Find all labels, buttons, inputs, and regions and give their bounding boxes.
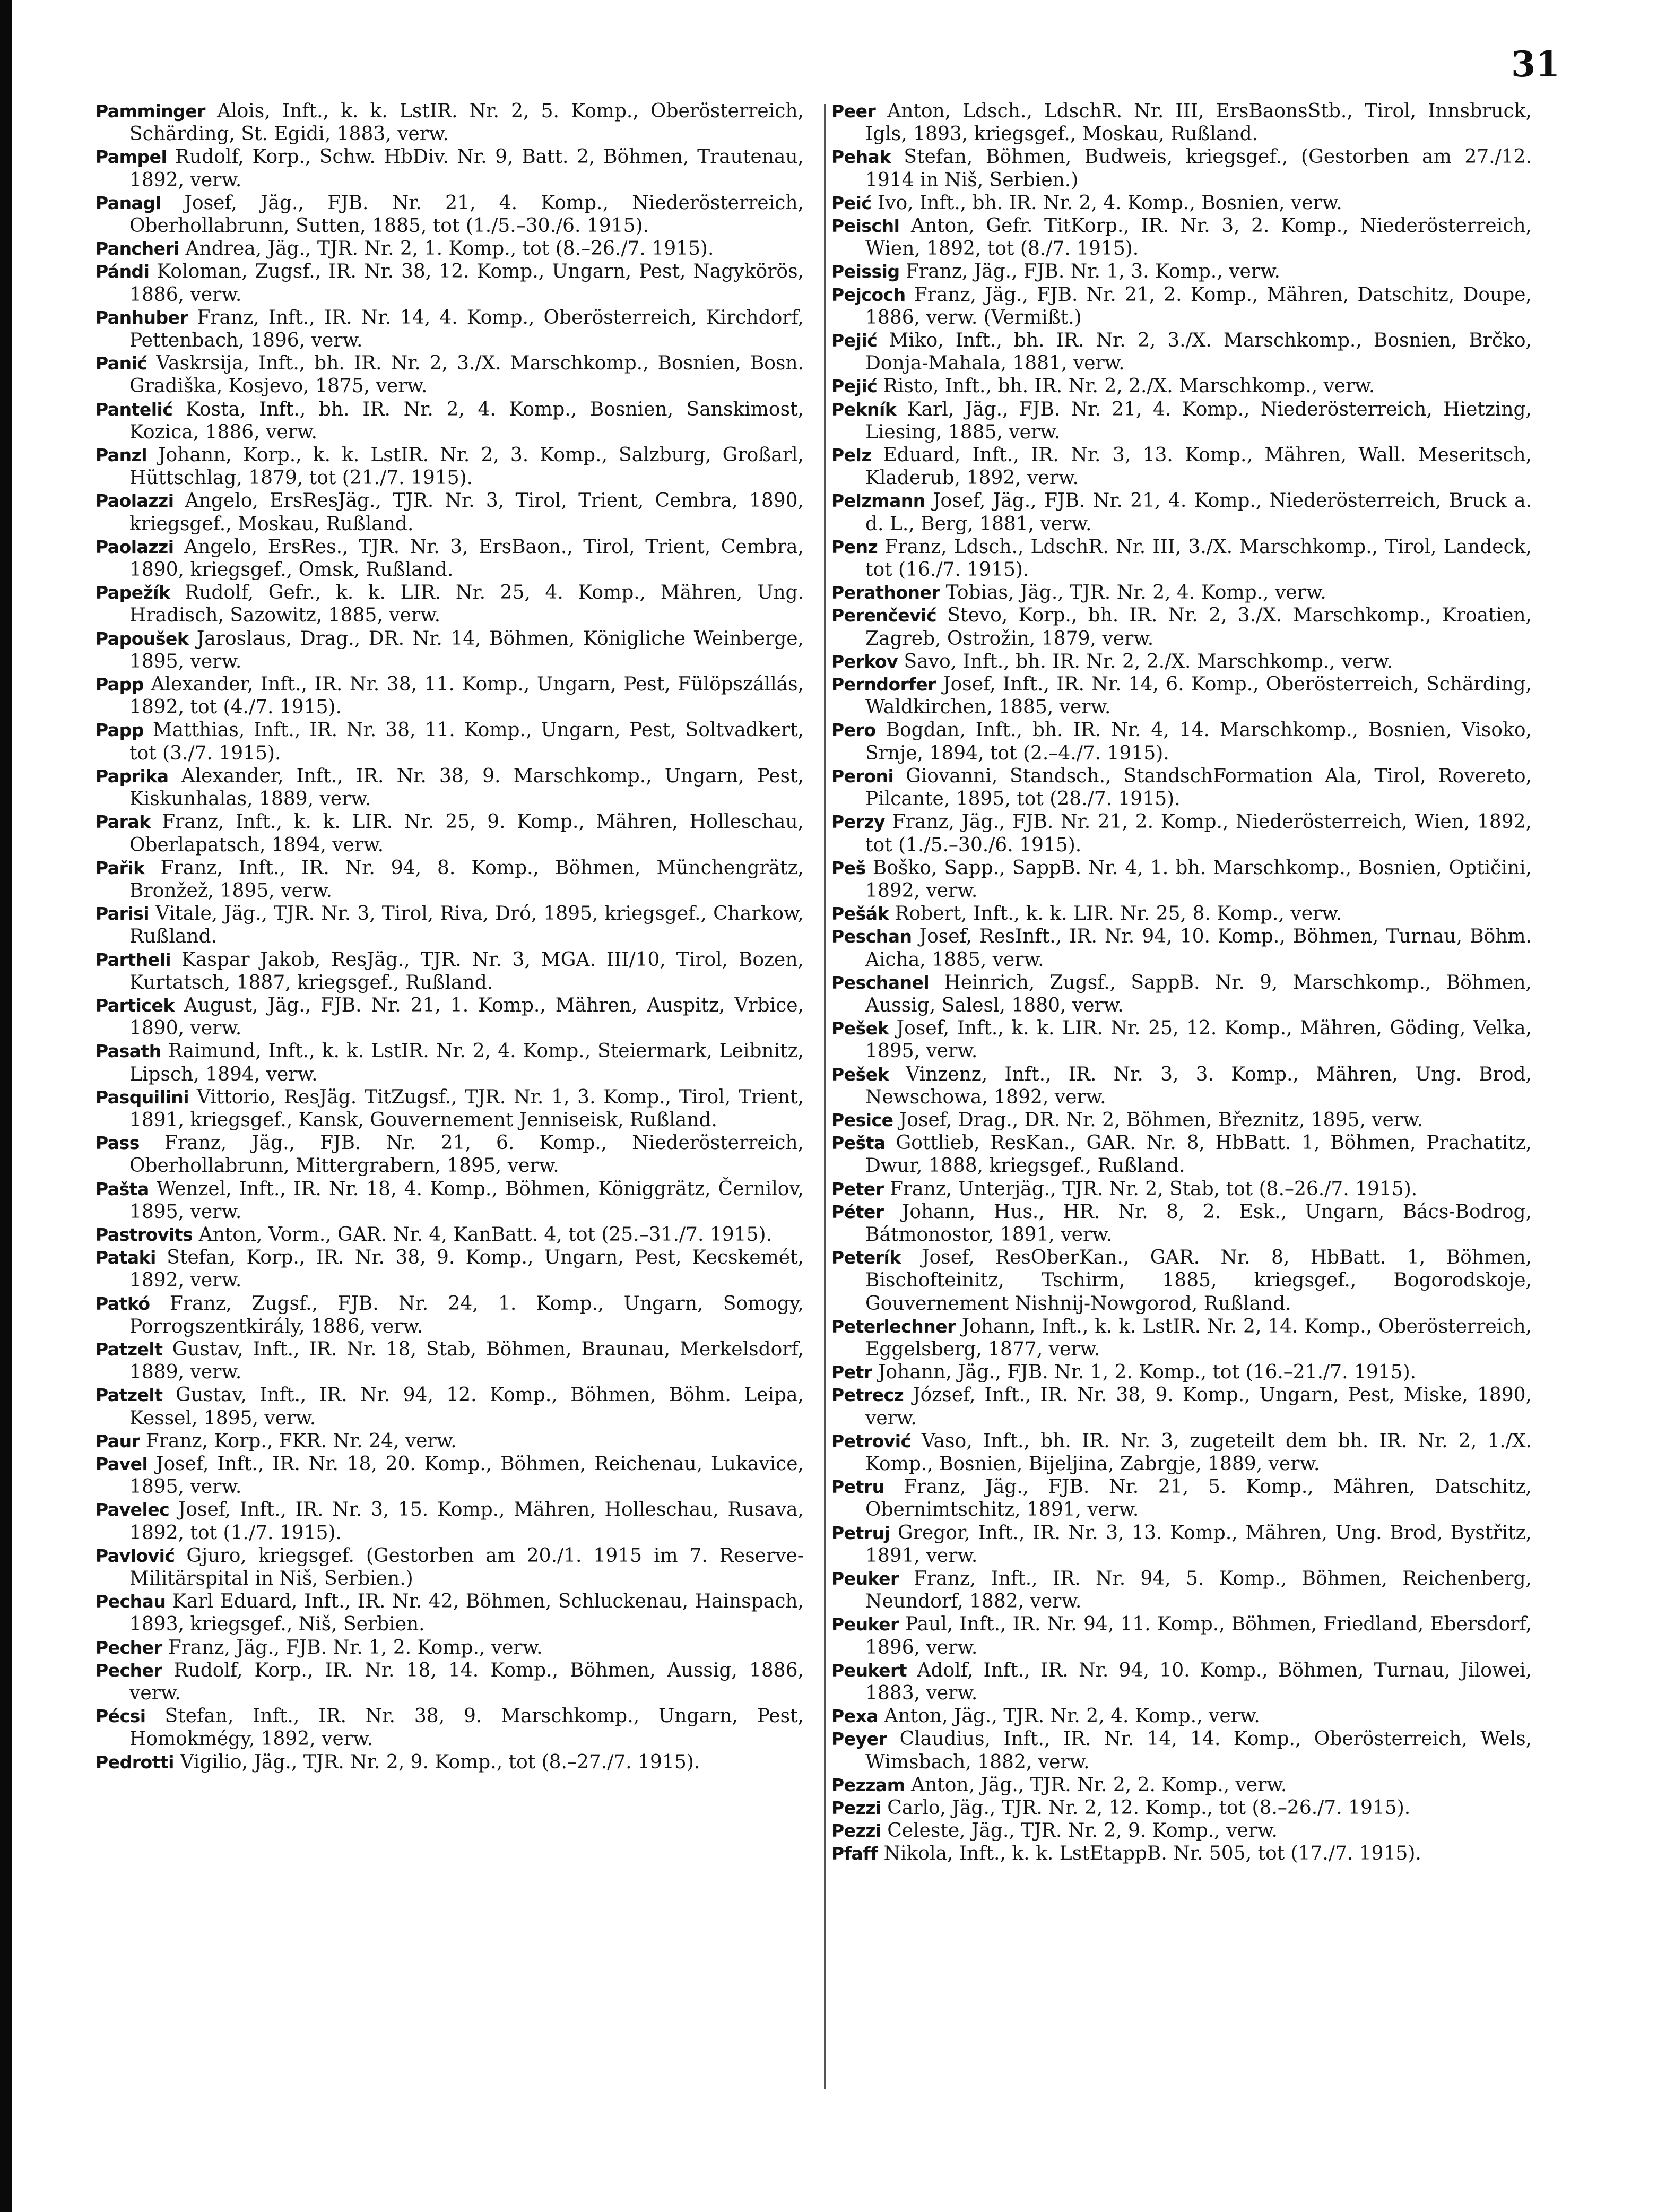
entry-surname: Petr [831,1362,872,1383]
list-entry [96,1544,804,1590]
list-entry [96,1131,804,1177]
entry-surname: Pataki [96,1247,156,1268]
entry-surname: Petrović [831,1430,911,1451]
entry-details: Johann, Korp., k. k. LstIR. Nr. 2, 3. Komp., Salzburg, Großarl, Hüttschlag, 1879, tot (21./7. 1915). [129,444,804,489]
entry-surname: Peer [831,101,876,122]
entry-surname: Peter [831,1178,884,1199]
list-entry [96,306,804,352]
entry-surname: Peukert [831,1660,907,1681]
entry-details: Franz, Jäg., FJB. Nr. 21, 6. Komp., Niederösterreich, Oberhollabrunn, Mittergrabern, 1895, verw. [129,1132,804,1177]
list-entry [831,1200,1532,1246]
entry-surname: Partheli [96,949,171,970]
list-entry [96,1659,804,1705]
entry-details: Raimund, Inft., k. k. LstIR. Nr. 2, 4. Komp., Steiermark, Leibnitz, Lipsch, 1894, verw. [129,1040,804,1085]
entry-details: Ivo, Inft., bh. IR. Nr. 2, 4. Komp., Bosnien, verw. [871,192,1342,214]
list-entry [96,1453,804,1498]
entry-details: Andrea, Jäg., TJR. Nr. 2, 1. Komp., tot (8.–26./7. 1915). [179,238,714,260]
entry-details: Savo, Inft., bh. IR. Nr. 2, 2./X. Marschkomp., verw. [898,650,1393,672]
entry-details: Nikola, Inft., k. k. LstEtappB. Nr. 505, tot (17./7. 1915). [878,1843,1421,1865]
list-entry [96,719,804,764]
entry-details: Rudolf, Korp., Schw. HbDiv. Nr. 9, Batt. 2, Böhmen, Trautenau, 1892, verw. [129,146,804,191]
list-entry [831,375,1532,398]
entry-details: Vigilio, Jäg., TJR. Nr. 2, 9. Komp., tot (8.–27./7. 1915). [174,1751,700,1773]
entry-surname: Pampel [96,146,167,168]
entry-surname: Petrecz [831,1385,904,1406]
entry-surname: Pekník [831,399,897,420]
entry-details: Stefan, Böhmen, Budweis, kriegsgef., (Gestorben am 27./12. 1914 in Niš, Serbien.) [865,146,1532,191]
entry-details: Wenzel, Inft., IR. Nr. 18, 4. Komp., Böhmen, Königgrätz, Černilov, 1895, verw. [129,1178,804,1223]
list-entry [831,535,1532,581]
list-entry [96,1751,804,1774]
entry-surname: Pešák [831,903,889,924]
list-entry [831,1819,1532,1842]
list-entry [96,1178,804,1223]
entry-details: Boško, Sapp., SappB. Nr. 4, 1. bh. Marschkomp., Bosnien, Optičini, 1892, verw. [865,857,1532,902]
entry-surname: Paur [96,1430,140,1451]
list-entry [96,857,804,902]
entry-details: Gjuro, kriegsgef. (Gestorben am 20./1. 1915 im 7. Reserve-Militärspital in Niš, Serbien.) [129,1544,804,1589]
list-entry [831,719,1532,764]
list-entry [96,1086,804,1131]
entry-details: Anton, Ldsch., LdschR. Nr. III, ErsBaonsStb., Tirol, Innsbruck, Igls, 1893, kriegsgef., Moskau, Rußland. [865,100,1532,145]
entry-surname: Pavel [96,1453,148,1474]
list-entry [831,1522,1532,1567]
entry-details: Karl, Jäg., FJB. Nr. 21, 4. Komp., Niederösterreich, Hietzing, Liesing, 1885, verw. [865,398,1532,443]
entry-surname: Pelz [831,445,872,466]
list-entry [96,145,804,191]
right-column [831,100,1532,1865]
entry-details: Franz, Ldsch., LdschR. Nr. III, 3./X. Marschkomp., Tirol, Landeck, tot (16./7. 1915). [865,535,1532,581]
entry-details: Franz, Inft., IR. Nr. 94, 5. Komp., Böhmen, Reichenberg, Neundorf, 1882, verw. [865,1568,1532,1613]
list-entry [96,192,804,237]
entry-surname: Peić [831,192,872,213]
entry-surname: Péter [831,1201,884,1222]
entry-details: Claudius, Inft., IR. Nr. 14, 14. Komp., Oberösterreich, Wels, Wimsbach, 1882, verw. [865,1728,1532,1773]
list-entry [96,765,804,810]
entry-details: Kaspar Jakob, ResJäg., TJR. Nr. 3, MGA. III/10, Tirol, Bozen, Kurtatsch, 1887, kriegsgef., Rußland. [129,948,804,993]
entry-details: Matthias, Inft., IR. Nr. 38, 11. Komp., Ungarn, Pest, Soltvadkert, tot (3./7. 1915). [129,719,804,764]
list-entry [831,1131,1532,1177]
entry-surname: Perathoner [831,582,940,603]
list-entry [831,1659,1532,1705]
entry-surname: Pastrovits [96,1224,193,1245]
list-entry [831,1475,1532,1521]
entry-details: Gustav, Inft., IR. Nr. 18, Stab, Böhmen, Braunau, Merkelsdorf, 1889, verw. [129,1338,804,1384]
entry-details: Koloman, Zugsf., IR. Nr. 38, 12. Komp., Ungarn, Pest, Nagykörös, 1886, verw. [129,261,804,306]
entry-surname: Pejić [831,376,878,397]
entry-surname: Particek [96,995,175,1016]
entry-details: Stefan, Inft., IR. Nr. 38, 9. Marschkomp., Ungarn, Pest, Homokmégy, 1892, verw. [129,1705,804,1750]
entry-surname: Panagl [96,192,161,213]
entry-surname: Paolazzi [96,490,174,512]
list-entry [831,145,1532,191]
entry-surname: Pantelić [96,399,173,420]
list-entry [96,1636,804,1659]
entry-surname: Pašta [96,1178,149,1199]
entry-details: Gregor, Inft., IR. Nr. 3, 13. Komp., Mähren, Ung. Brod, Bystřitz, 1891, verw. [865,1522,1532,1567]
entry-details: Franz, Korp., FKR. Nr. 24, verw. [140,1430,457,1452]
entry-surname: Pezzi [831,1798,881,1819]
entry-details: Vaskrsija, Inft., bh. IR. Nr. 2, 3./X. Marschkomp., Bosnien, Bosn. Gradiška, Kosjevo, 1875, verw. [129,352,804,398]
entry-details: Carlo, Jäg., TJR. Nr. 2, 12. Komp., tot (8.–26./7. 1915). [881,1797,1411,1819]
list-entry [831,100,1532,145]
list-entry [831,810,1532,856]
entry-surname: Peschanel [831,972,930,993]
list-entry [96,948,804,994]
entry-details: Vittorio, ResJäg. TitZugsf., TJR. Nr. 1, 3. Komp., Tirol, Trient, 1891, kriegsgef., Kansk, Gouvernement Jenniseisk, Rußland. [129,1086,804,1131]
list-entry [831,1178,1532,1200]
list-entry [96,673,804,719]
entry-surname: Pexa [831,1706,879,1727]
entry-surname: Pecher [96,1637,162,1658]
list-entry [96,1292,804,1338]
page-number: 31 [1511,44,1560,85]
entry-details: Kosta, Inft., bh. IR. Nr. 2, 4. Komp., Bosnien, Sanskimost, Kozica, 1886, verw. [129,398,804,443]
entry-surname: Paolazzi [96,536,174,557]
list-entry [831,1613,1532,1658]
list-entry [831,1384,1532,1429]
entry-details: Franz, Jäg., FJB. Nr. 1, 3. Komp., verw. [899,261,1280,283]
entry-details: Bogdan, Inft., bh. IR. Nr. 4, 14. Marschkomp., Bosnien, Visoko, Srnje, 1894, tot (2.–4./7. 1915). [865,719,1532,764]
entry-details: Adolf, Inft., IR. Nr. 94, 10. Komp., Böhmen, Turnau, Jilowei, 1883, verw. [865,1659,1532,1705]
list-entry [831,1109,1532,1131]
entry-surname: Perndorfer [831,674,936,695]
entry-surname: Pešek [831,1064,889,1085]
entry-details: Miko, Inft., bh. IR. Nr. 2, 3./X. Marschkomp., Bosnien, Brčko, Donja-Mahala, 1881, verw. [865,330,1532,375]
list-entry [831,192,1532,214]
entry-details: Josef, ResInft., IR. Nr. 94, 10. Komp., Böhmen, Turnau, Böhm. Aicha, 1885, verw. [865,926,1532,971]
entry-surname: Peuker [831,1614,899,1635]
entry-surname: Pavelec [96,1499,170,1520]
list-entry [96,237,804,260]
entry-details: Anton, Jäg., TJR. Nr. 2, 2. Komp., verw. [905,1774,1287,1796]
list-entry [96,1498,804,1544]
entry-details: Vaso, Inft., bh. IR. Nr. 3, zugeteilt dem bh. IR. Nr. 2, 1./X. Komp., Bosnien, Bijeljina, Zabrgje, 1889, verw. [865,1430,1532,1475]
list-entry [831,1246,1532,1315]
list-entry [96,1223,804,1246]
list-entry [831,673,1532,719]
list-entry [831,444,1532,489]
entry-surname: Papežík [96,582,170,603]
entry-details: Giovanni, Standsch., StandschFormation Ala, Tirol, Rovereto, Pilcante, 1895, tot (28./7. 1915). [865,765,1532,810]
list-entry [96,810,804,856]
entry-details: Gustav, Inft., IR. Nr. 94, 12. Komp., Böhmen, Böhm. Leipa, Kessel, 1895, verw. [129,1384,804,1429]
entry-surname: Pamminger [96,101,205,122]
list-entry [96,444,804,489]
entry-surname: Peroni [831,765,894,787]
list-entry [831,214,1532,260]
list-entry [831,1796,1532,1819]
column-divider [824,104,826,2089]
list-entry [831,1063,1532,1109]
list-entry [831,971,1532,1017]
list-entry [831,650,1532,673]
entry-details: August, Jäg., FJB. Nr. 21, 1. Komp., Mähren, Auspitz, Vrbice, 1890, verw. [129,994,804,1040]
entry-details: Stevo, Korp., bh. IR. Nr. 2, 3./X. Marschkomp., Kroatien, Zagreb, Ostrožin, 1879, verw. [865,604,1532,650]
entry-surname: Papp [96,720,144,741]
list-entry [96,994,804,1040]
entry-surname: Petruj [831,1522,890,1543]
entry-details: Heinrich, Zugsf., SappB. Nr. 9, Marschkomp., Böhmen, Aussig, Salesl, 1880, verw. [865,971,1532,1016]
entry-surname: Parak [96,811,151,833]
entry-surname: Peschan [831,926,912,947]
entry-surname: Pedrotti [96,1751,174,1773]
entry-details: Franz, Zugsf., FJB. Nr. 24, 1. Komp., Ungarn, Somogy, Porrogszentkirály, 1886, verw. [129,1292,804,1337]
list-entry [831,925,1532,971]
list-entry [831,857,1532,902]
entry-details: Eduard, Inft., IR. Nr. 3, 13. Komp., Mähren, Wall. Meseritsch, Kladerub, 1892, verw. [865,444,1532,489]
list-entry [96,1246,804,1292]
entry-details: Franz, Jäg., FJB. Nr. 21, 5. Komp., Mähren, Datschitz, Obernimtschitz, 1891, verw. [865,1476,1532,1521]
list-entry [831,489,1532,535]
entry-surname: Pécsi [96,1706,146,1727]
entry-surname: Peyer [831,1729,887,1750]
entry-details: Alois, Inft., k. k. LstIR. Nr. 2, 5. Komp., Oberösterreich, Schärding, St. Egidi, 1883, verw. [129,100,804,145]
list-entry [96,627,804,673]
list-entry [96,581,804,627]
list-entry [831,1017,1532,1062]
entry-details: Karl Eduard, Inft., IR. Nr. 42, Böhmen, Schluckenau, Hainspach, 1893, kriegsgef., Niš, Serbien. [129,1591,804,1636]
list-entry [831,1567,1532,1613]
list-entry [96,1590,804,1636]
entry-details: Alexander, Inft., IR. Nr. 38, 11. Komp., Ungarn, Pest, Fülöpszállás, 1892, tot (4./7. 1915). [129,673,804,719]
entry-surname: Pándi [96,261,150,282]
list-entry [96,352,804,398]
entry-details: Anton, Jäg., TJR. Nr. 2, 4. Komp., verw. [878,1705,1260,1727]
entry-details: Franz, Jäg., FJB. Nr. 21, 2. Komp., Niederösterreich, Wien, 1892, tot (1./5.–30./6. 1915). [865,811,1532,856]
list-entry [831,398,1532,444]
entry-surname: Pezzam [831,1774,905,1795]
left-column [96,100,804,1774]
list-entry [831,1727,1532,1773]
list-entry [831,581,1532,604]
entry-details: Franz, Inft., IR. Nr. 94, 8. Komp., Böhmen, Münchengrätz, Bronžež, 1895, verw. [129,857,804,902]
entry-details: Josef, Inft., k. k. LIR. Nr. 25, 12. Komp., Mähren, Göding, Velka, 1895, verw. [865,1017,1532,1062]
entry-surname: Pešek [831,1018,889,1039]
entry-surname: Pasquilini [96,1086,189,1108]
list-entry [831,902,1532,925]
list-entry [96,1040,804,1085]
entry-details: Johann, Jäg., FJB. Nr. 1, 2. Komp., tot (16.–21./7. 1915). [872,1361,1417,1384]
entry-details: Vitale, Jäg., TJR. Nr. 3, Tirol, Riva, Dró, 1895, kriegsgef., Charkow, Rußland. [129,903,804,948]
entry-surname: Penz [831,536,878,557]
entry-surname: Peuker [831,1568,899,1589]
list-entry [831,604,1532,650]
entry-surname: Pecher [96,1660,162,1681]
entry-details: Jaroslaus, Drag., DR. Nr. 14, Böhmen, Königliche Weinberge, 1895, verw. [129,627,804,672]
list-entry [96,1705,804,1750]
entry-details: Anton, Vorm., GAR. Nr. 4, KanBatt. 4, tot (25.–31./7. 1915). [193,1223,772,1246]
entry-details: Josef, Jäg., FJB. Nr. 21, 4. Komp., Niederösterreich, Bruck a. d. L., Berg, 1881, verw. [865,490,1532,535]
entry-surname: Perzy [831,811,886,833]
entry-surname: Pasath [96,1041,161,1062]
entry-details: Josef, Inft., IR. Nr. 3, 15. Komp., Mähren, Holleschau, Rusava, 1892, tot (1./7. 1915). [129,1499,804,1544]
entry-surname: Patzelt [96,1338,163,1360]
entry-surname: Pejić [831,330,878,351]
list-entry [96,1430,804,1453]
entry-details: Franz, Jäg., FJB. Nr. 1, 2. Komp., verw. [162,1636,543,1658]
list-entry [96,1384,804,1429]
entry-details: Robert, Inft., k. k. LIR. Nr. 25, 8. Komp., verw. [888,903,1342,925]
entry-details: Rudolf, Korp., IR. Nr. 18, 14. Komp., Böhmen, Aussig, 1886, verw. [129,1659,804,1705]
entry-details: Angelo, ErsResJäg., TJR. Nr. 3, Tirol, Trient, Cembra, 1890, kriegsgef., Moskau, Rußland. [129,490,804,535]
entry-details: Franz, Inft., IR. Nr. 14, 4. Komp., Oberösterreich, Kirchdorf, Pettenbach, 1896, verw. [129,306,804,352]
entry-surname: Paprika [96,765,169,787]
list-entry [831,329,1532,375]
entry-surname: Pavlović [96,1545,175,1566]
list-entry [96,535,804,581]
entry-details: Paul, Inft., IR. Nr. 94, 11. Komp., Böhmen, Friedland, Ebersdorf, 1896, verw. [865,1613,1532,1658]
list-entry [831,1705,1532,1727]
entry-details: Franz, Unterjäg., TJR. Nr. 2, Stab, tot (8.–26./7. 1915). [883,1178,1418,1200]
entry-surname: Pechau [96,1591,166,1612]
entry-surname: Peš [831,857,866,878]
entry-surname: Pejcoch [831,284,906,305]
entry-surname: Peischl [831,215,900,237]
entry-details: Franz, Inft., k. k. LIR. Nr. 25, 9. Komp., Mähren, Holleschau, Oberlapatsch, 1894, verw. [129,811,804,856]
list-entry [831,260,1532,283]
list-entry [96,100,804,145]
entry-surname: Pesice [831,1109,893,1130]
entry-surname: Panhuber [96,307,188,328]
entry-details: Johann, Inft., k. k. LstIR. Nr. 2, 14. Komp., Oberösterreich, Eggelsberg, 1877, verw. [865,1315,1532,1360]
list-entry [96,260,804,306]
entry-details: Celeste, Jäg., TJR. Nr. 2, 9. Komp., verw. [881,1820,1278,1842]
entry-details: Vinzenz, Inft., IR. Nr. 3, 3. Komp., Mähren, Ung. Brod, Newschowa, 1892, verw. [865,1063,1532,1108]
list-entry [831,1774,1532,1796]
entry-surname: Parisi [96,903,150,924]
entry-surname: Perenčević [831,605,937,626]
entry-surname: Perkov [831,651,898,672]
entry-surname: Patzelt [96,1385,163,1406]
entry-details: Rudolf, Gefr., k. k. LIR. Nr. 25, 4. Komp., Mähren, Ung. Hradisch, Sazowitz, 1885, verw. [129,582,804,627]
entry-details: József, Inft., IR. Nr. 38, 9. Komp., Ungarn, Pest, Miske, 1890, verw. [865,1384,1532,1429]
entry-surname: Pancheri [96,238,180,260]
entry-surname: Panić [96,353,147,374]
list-entry [96,1338,804,1384]
entry-surname: Pehak [831,146,891,168]
entry-surname: Peterlechner [831,1316,956,1337]
entry-surname: Petru [831,1476,884,1498]
entry-details: Risto, Inft., bh. IR. Nr. 2, 2./X. Marschkomp., verw. [877,375,1375,398]
entry-details: Josef, Inft., IR. Nr. 18, 20. Komp., Böhmen, Reichenau, Lukavice, 1895, verw. [129,1453,804,1498]
entry-surname: Pešta [831,1133,886,1154]
entry-surname: Patkó [96,1293,150,1314]
list-entry [831,283,1532,329]
list-entry [831,1361,1532,1384]
entry-surname: Pero [831,720,876,741]
list-entry [96,489,804,535]
entry-details: Franz, Jäg., FJB. Nr. 21, 2. Komp., Mähren, Datschitz, Doupe, 1886, verw. (Vermißt.) [865,283,1532,329]
entry-details: Josef, Jäg., FJB. Nr. 21, 4. Komp., Niederösterreich, Oberhollabrunn, Sutten, 1885, tot (1./5.–30./6. 1915). [129,192,804,237]
list-entry [96,398,804,444]
entry-details: Johann, Hus., HR. Nr. 8, 2. Esk., Ungarn, Bács-Bodrog, Bátmonostor, 1891, verw. [865,1200,1532,1246]
entry-surname: Pezzi [831,1820,881,1842]
entry-surname: Pfaff [831,1843,878,1864]
entry-surname: Pass [96,1133,140,1154]
entry-surname: Papoušek [96,628,189,649]
list-entry [831,1842,1532,1865]
entry-surname: Pelzmann [831,490,925,512]
entry-surname: Peterík [831,1247,901,1268]
entry-details: Gottlieb, ResKan., GAR. Nr. 8, HbBatt. 1, Böhmen, Prachatitz, Dwur, 1888, kriegsgef., Rußland. [865,1132,1532,1177]
entry-details: Alexander, Inft., IR. Nr. 38, 9. Marschkomp., Ungarn, Pest, Kiskunhalas, 1889, verw. [129,765,804,810]
list-entry [831,1315,1532,1361]
list-entry [831,765,1532,810]
entry-surname: Panzl [96,445,147,466]
entry-surname: Papp [96,674,144,695]
entry-details: Josef, Drag., DR. Nr. 2, Böhmen, Březnitz, 1895, verw. [893,1109,1424,1131]
entry-surname: Peissig [831,261,900,282]
entry-details: Tobias, Jäg., TJR. Nr. 2, 4. Komp., verw. [940,582,1326,604]
entry-details: Josef, ResOberKan., GAR. Nr. 8, HbBatt. 1, Böhmen, Bischofteinitz, Tschirm, 1885, kriegsgef., Bogorodskoje, Gouvernement Nishnij-Nowgorod, Rußland. [865,1247,1532,1315]
entry-details: Stefan, Korp., IR. Nr. 38, 9. Komp., Ungarn, Pest, Kecskemét, 1892, verw. [129,1247,804,1292]
entry-surname: Pařik [96,857,145,878]
entry-details: Anton, Gefr. TitKorp., IR. Nr. 3, 2. Komp., Niederösterreich, Wien, 1892, tot (8./7. 1915). [865,215,1532,260]
list-entry [831,1430,1532,1475]
entry-details: Josef, Inft., IR. Nr. 14, 6. Komp., Oberösterreich, Schärding, Waldkirchen, 1885, verw. [865,673,1532,719]
list-entry [96,902,804,948]
entry-details: Angelo, ErsRes., TJR. Nr. 3, ErsBaon., Tirol, Trient, Cembra, 1890, kriegsgef., Omsk, Rußland. [129,535,804,581]
